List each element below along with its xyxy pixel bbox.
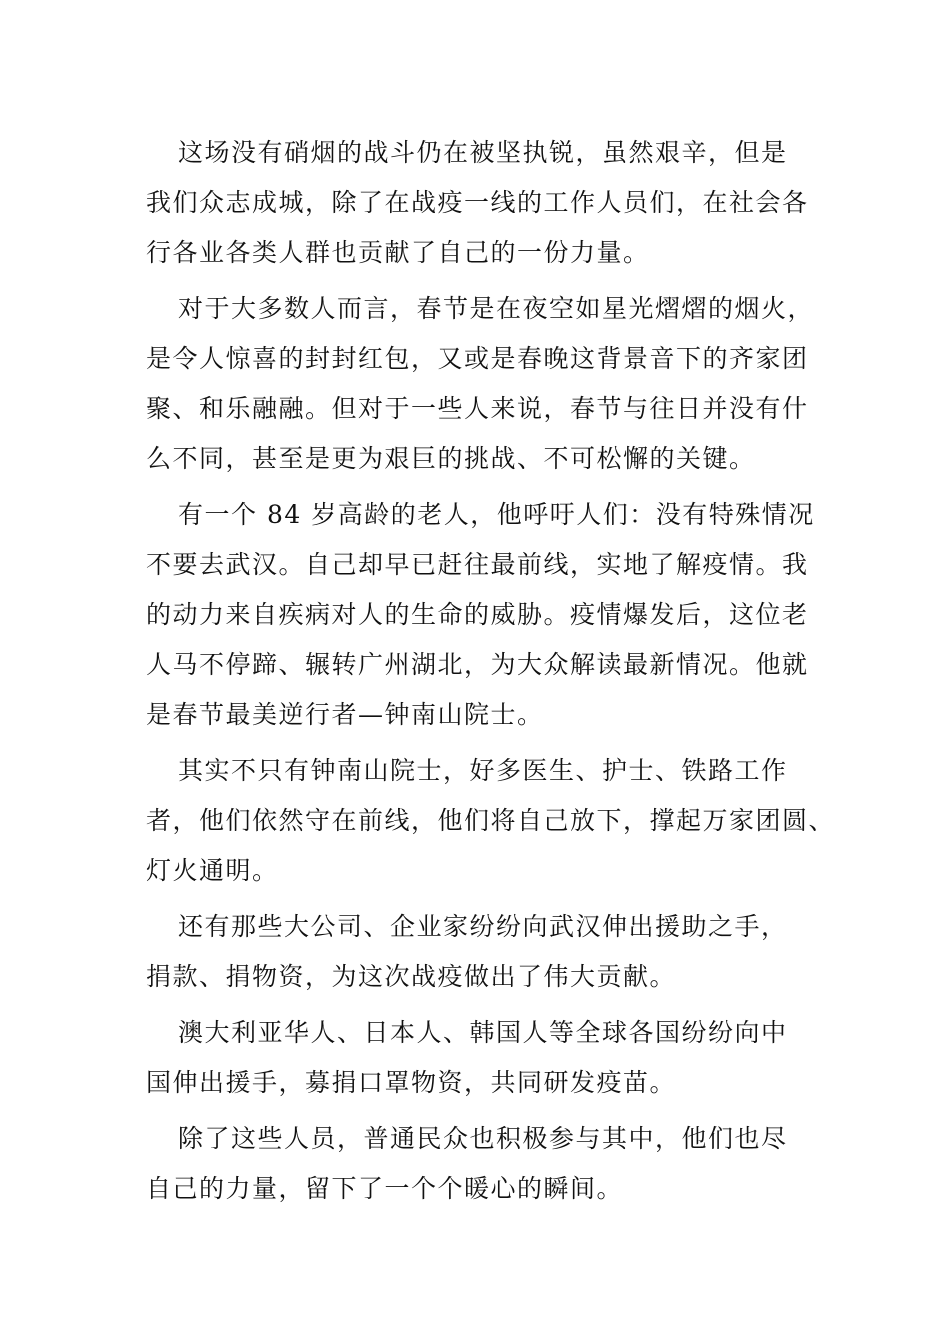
text-line: 不要去武汉。自己却早已赶往最前线，实地了解疫情。我 [146,550,809,579]
paragraph-4 [146,746,836,896]
text-line: 是春节最美逆行者—钟南山院士。 [146,700,544,729]
text-line: 者，他们依然守在前线，他们将自己放下，撑起万家团圆、 [146,806,836,835]
text-line: 灯火通明。 [146,856,279,885]
text-line: 是令人惊喜的封封红包，又或是春晚这背景音下的齐家团 [146,344,809,373]
paragraph-2 [146,284,815,484]
text-line: 么不同，甚至是更为艰巨的挑战、不可松懈的关键。 [146,444,756,473]
paragraph-6 [146,1008,806,1108]
text-line: 人马不停蹄、辗转广州湖北，为大众解读最新情况。他就 [146,650,809,679]
paragraph-1 [146,128,809,278]
text-line: 这场没有硝烟的战斗仍在被坚执锐，虽然艰辛，但是 [178,138,788,167]
document-body [146,128,836,1220]
text-line: 还有那些大公司、企业家纷纷向武汉伸出援助之手， [178,912,788,941]
text-line: 捐款、捐物资，为这次战疫做出了伟大贡献。 [146,962,677,991]
text-line: 自己的力量，留下了一个个暖心的瞬间。 [146,1174,624,1203]
text-line: 聚、和乐融融。但对于一些人来说，春节与往日并没有什 [146,394,809,423]
text-line: 我们众志成城，除了在战疫一线的工作人员们，在社会各 [146,188,809,217]
text-line: 国伸出援手，募捐口罩物资，共同研发疫苗。 [146,1068,677,1097]
paragraph-5 [146,902,806,1002]
text-line: 除了这些人员，普通民众也积极参与其中，他们也尽 [178,1124,788,1153]
paragraph-7 [146,1114,806,1214]
text-line: 有一个 84 岁高龄的老人，他呼吁人们：没有特殊情况 [178,500,815,529]
text-line: 对于大多数人而言，春节是在夜空如星光熠熠的烟火， [178,294,815,323]
paragraph-3 [146,490,815,740]
text-line: 的动力来自疾病对人的生命的威胁。疫情爆发后，这位老 [146,600,809,629]
text-line: 行各业各类人群也贡献了自己的一份力量。 [146,238,650,267]
text-line: 澳大利亚华人、日本人、韩国人等全球各国纷纷向中 [178,1018,788,1047]
text-line: 其实不只有钟南山院士，好多医生、护士、铁路工作 [178,756,788,785]
